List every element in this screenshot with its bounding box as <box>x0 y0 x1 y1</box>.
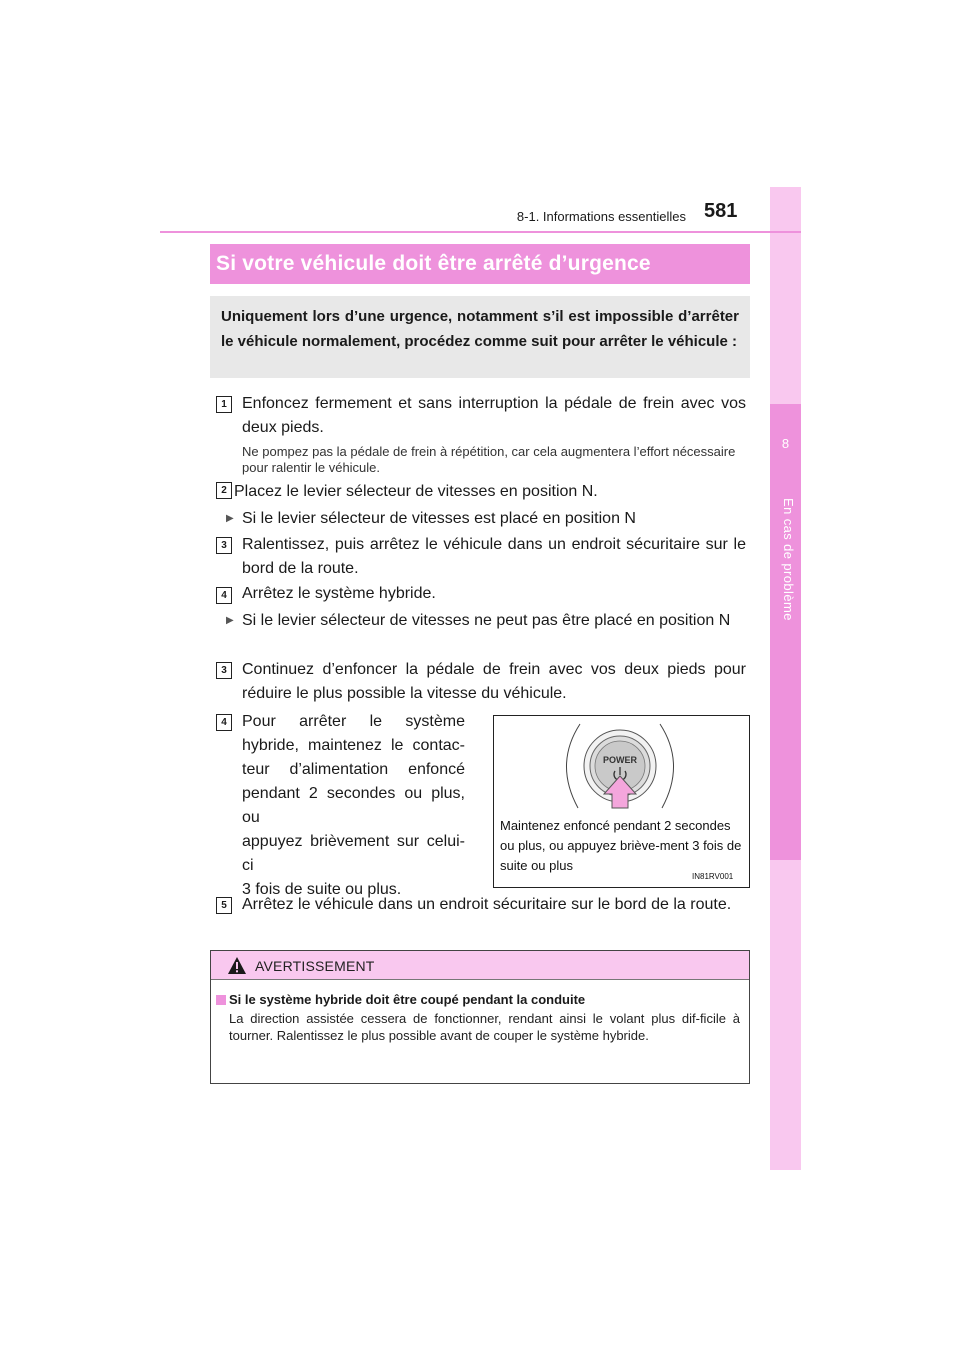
step-number-3a: 3 <box>216 537 232 554</box>
warning-heading: Si le système hybride doit être coupé pendant la conduite <box>229 992 586 1007</box>
page-title: Si votre véhicule doit être arrêté d’urgence <box>210 244 750 284</box>
figure-caption: Maintenez enfoncé pendant 2 secondes ou plus, ou appuyez briève-ment 3 fois de suite ou plus <box>500 818 742 873</box>
warning-body: La direction assistée cessera de fonctionner, rendant ainsi le volant plus dif-ficile à tourner. Ralentissez le plus possible avant de couper le système hybride. <box>229 1011 740 1043</box>
section-title: 8-1. Informations essentielles <box>516 209 686 224</box>
step-4b-line: pendant 2 secondes ou plus, ou <box>242 785 465 826</box>
step-number-3b: 3 <box>216 662 232 679</box>
page-number: 581 <box>704 200 738 222</box>
step-number-1: 1 <box>216 396 232 413</box>
arrow-right-icon: ▶ <box>226 615 234 626</box>
step-1-note: Ne pompez pas la pédale de frein à répétition, car cela augmentera l’effort nécessaire pour ralentir le véhicule. <box>242 444 736 475</box>
step-3a-text: Ralentissez, puis arrêtez le véhicule dans un endroit sécuritaire sur le bord de la route. <box>242 536 746 577</box>
warning-bullet-square-icon <box>216 995 226 1005</box>
condition-b <box>226 609 750 633</box>
warning-box <box>210 950 750 1084</box>
condition-a-text: Si le levier sélecteur de vitesses est placé en position N <box>242 510 636 527</box>
warning-header <box>211 951 749 980</box>
warning-title: AVERTISSEMENT <box>255 958 375 974</box>
warning-triangle-icon <box>227 956 247 975</box>
step-4b-line: hybride, maintenez le contac- <box>242 737 465 754</box>
arrow-right-icon: ▶ <box>226 513 234 524</box>
chapter-label: En cas de problème <box>781 498 796 621</box>
step-3b-text: Continuez d’enfoncer la pédale de frein avec vos deux pieds pour réduire le plus possible la vitesse du véhicule. <box>242 661 746 702</box>
step-4b-line: teur d’alimentation enfoncé <box>242 761 465 778</box>
step-4b-line: 3 fois de suite ou plus. <box>242 881 402 898</box>
step-1-text: Enfoncez fermement et sans interruption la pédale de frein avec vos deux pieds. <box>242 395 746 436</box>
step-4b-text <box>242 710 465 902</box>
step-number-4b: 4 <box>216 714 232 731</box>
step-4b-line: Pour arrêter le système <box>242 713 465 730</box>
step-4a-text: Arrêtez le système hybride. <box>242 585 436 602</box>
chapter-number: 8 <box>781 436 790 451</box>
condition-b-text: Si le levier sélecteur de vitesses ne peut pas être placé en position N <box>242 612 731 629</box>
power-button-illustration <box>494 716 750 826</box>
step-number-2: 2 <box>216 482 232 499</box>
step-2-text: Placez le levier sélecteur de vitesses en position N. <box>234 483 598 500</box>
intro-box: Uniquement lors d’une urgence, notamment s’il est impossible d’arrêter le véhicule normalement, procédez comme suit pour arrêter le véhicule : <box>210 296 750 378</box>
step-number-4a: 4 <box>216 587 232 604</box>
power-button-label: POWER <box>602 755 638 765</box>
figure-code: IN81RV001 <box>692 872 734 881</box>
step-5-text: Arrêtez le véhicule dans un endroit sécuritaire sur le bord de la route. <box>242 896 732 913</box>
step-4b-line: appuyez brièvement sur celui-ci <box>242 833 465 874</box>
header-rule <box>160 231 801 233</box>
step-number-5: 5 <box>216 897 232 914</box>
condition-a <box>226 507 750 531</box>
power-button-figure <box>493 715 750 888</box>
